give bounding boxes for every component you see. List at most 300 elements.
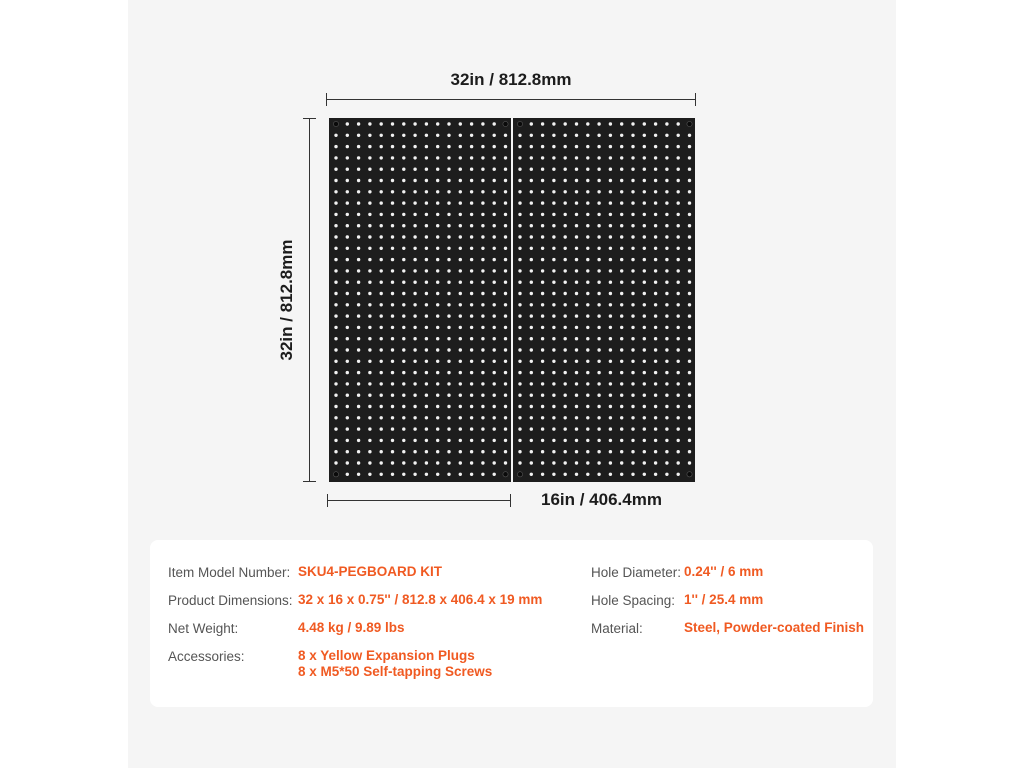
peg-hole xyxy=(504,382,507,385)
peg-hole xyxy=(368,427,371,430)
peg-hole xyxy=(597,145,600,148)
peg-hole xyxy=(620,281,623,284)
peg-hole xyxy=(368,394,371,397)
peg-hole xyxy=(334,303,337,306)
peg-hole xyxy=(447,247,450,250)
peg-hole xyxy=(380,337,383,340)
peg-hole xyxy=(402,371,405,374)
peg-hole xyxy=(402,269,405,272)
peg-hole xyxy=(688,348,691,351)
peg-hole xyxy=(609,292,612,295)
peg-hole xyxy=(597,450,600,453)
peg-hole xyxy=(609,360,612,363)
peg-hole xyxy=(346,201,349,204)
peg-hole xyxy=(436,461,439,464)
peg-hole xyxy=(564,382,567,385)
peg-hole xyxy=(402,156,405,159)
peg-hole xyxy=(346,416,349,419)
peg-hole xyxy=(425,360,428,363)
peg-hole xyxy=(643,201,646,204)
peg-hole xyxy=(518,371,521,374)
peg-hole xyxy=(447,168,450,171)
peg-hole xyxy=(575,281,578,284)
peg-hole xyxy=(586,360,589,363)
peg-hole xyxy=(380,450,383,453)
peg-hole xyxy=(368,281,371,284)
peg-hole xyxy=(688,201,691,204)
peg-hole xyxy=(541,258,544,261)
peg-hole xyxy=(425,461,428,464)
peg-hole xyxy=(643,326,646,329)
peg-hole xyxy=(552,326,555,329)
peg-hole xyxy=(631,461,634,464)
peg-hole xyxy=(564,179,567,182)
peg-hole xyxy=(677,190,680,193)
peg-hole xyxy=(575,168,578,171)
peg-hole xyxy=(380,303,383,306)
peg-hole xyxy=(586,134,589,137)
peg-hole xyxy=(470,450,473,453)
peg-hole xyxy=(643,168,646,171)
peg-hole xyxy=(518,224,521,227)
peg-hole xyxy=(391,190,394,193)
peg-hole xyxy=(597,292,600,295)
peg-hole xyxy=(609,134,612,137)
peg-hole xyxy=(504,201,507,204)
peg-hole xyxy=(447,405,450,408)
total-height-line xyxy=(309,118,310,482)
peg-hole xyxy=(530,360,533,363)
peg-hole xyxy=(530,405,533,408)
peg-hole xyxy=(688,416,691,419)
peg-hole xyxy=(459,292,462,295)
peg-hole xyxy=(334,213,337,216)
peg-hole xyxy=(518,416,521,419)
peg-hole xyxy=(436,190,439,193)
peg-hole xyxy=(470,201,473,204)
peg-hole xyxy=(357,416,360,419)
peg-hole xyxy=(380,416,383,419)
net-weight-label: Net Weight: xyxy=(168,621,239,636)
peg-hole xyxy=(413,258,416,261)
peg-hole xyxy=(552,292,555,295)
peg-hole xyxy=(564,292,567,295)
peg-hole xyxy=(380,405,383,408)
peg-hole xyxy=(504,292,507,295)
peg-hole xyxy=(530,348,533,351)
peg-hole xyxy=(654,461,657,464)
peg-hole xyxy=(518,427,521,430)
peg-hole xyxy=(413,145,416,148)
peg-hole xyxy=(575,224,578,227)
peg-hole xyxy=(436,247,439,250)
peg-hole xyxy=(425,382,428,385)
peg-hole xyxy=(447,122,450,125)
peg-hole xyxy=(425,326,428,329)
peg-hole xyxy=(402,247,405,250)
peg-hole xyxy=(575,156,578,159)
peg-hole xyxy=(530,213,533,216)
peg-hole xyxy=(620,416,623,419)
peg-hole xyxy=(631,213,634,216)
peg-hole xyxy=(564,213,567,216)
peg-hole xyxy=(481,190,484,193)
peg-hole xyxy=(654,122,657,125)
peg-hole xyxy=(620,461,623,464)
peg-hole xyxy=(470,371,473,374)
peg-hole xyxy=(493,224,496,227)
peg-hole xyxy=(368,360,371,363)
peg-hole xyxy=(564,168,567,171)
peg-hole xyxy=(481,314,484,317)
peg-hole xyxy=(380,213,383,216)
peg-hole xyxy=(530,314,533,317)
peg-hole xyxy=(631,292,634,295)
peg-hole xyxy=(620,405,623,408)
peg-hole xyxy=(654,258,657,261)
peg-hole xyxy=(402,360,405,363)
peg-hole xyxy=(654,213,657,216)
peg-hole xyxy=(391,281,394,284)
peg-hole xyxy=(552,168,555,171)
net-weight-value: 4.48 kg / 9.89 lbs xyxy=(298,620,405,635)
peg-hole xyxy=(470,337,473,340)
peg-hole xyxy=(436,281,439,284)
peg-hole xyxy=(346,145,349,148)
peg-hole xyxy=(391,179,394,182)
peg-hole xyxy=(380,201,383,204)
peg-hole xyxy=(631,179,634,182)
mounting-screw-icon xyxy=(517,121,522,126)
peg-hole xyxy=(493,190,496,193)
peg-hole xyxy=(459,224,462,227)
peg-hole xyxy=(346,382,349,385)
total-height-text: 32in / 812.8mm xyxy=(277,239,296,361)
peg-hole xyxy=(654,382,657,385)
peg-hole xyxy=(518,247,521,250)
peg-hole xyxy=(357,179,360,182)
peg-hole xyxy=(586,179,589,182)
peg-hole xyxy=(470,405,473,408)
peg-hole xyxy=(643,179,646,182)
peg-hole xyxy=(334,314,337,317)
pegboard-holes-left xyxy=(329,118,511,482)
peg-hole xyxy=(380,382,383,385)
peg-hole xyxy=(541,348,544,351)
peg-hole xyxy=(368,258,371,261)
peg-hole xyxy=(643,145,646,148)
peg-hole xyxy=(665,168,668,171)
peg-hole xyxy=(665,394,668,397)
peg-hole xyxy=(575,371,578,374)
accessories-value-1: 8 x Yellow Expansion Plugs xyxy=(298,648,475,663)
peg-hole xyxy=(481,394,484,397)
peg-hole xyxy=(436,427,439,430)
total-width-line xyxy=(327,99,696,100)
peg-hole xyxy=(346,190,349,193)
peg-hole xyxy=(380,360,383,363)
peg-hole xyxy=(677,292,680,295)
peg-hole xyxy=(643,337,646,340)
peg-hole xyxy=(597,416,600,419)
peg-hole xyxy=(470,473,473,476)
peg-hole xyxy=(334,326,337,329)
peg-hole xyxy=(334,235,337,238)
peg-hole xyxy=(447,269,450,272)
peg-hole xyxy=(575,382,578,385)
peg-hole xyxy=(413,156,416,159)
peg-hole xyxy=(380,461,383,464)
peg-hole xyxy=(459,427,462,430)
peg-hole xyxy=(530,156,533,159)
peg-hole xyxy=(586,314,589,317)
peg-hole xyxy=(597,337,600,340)
peg-hole xyxy=(541,314,544,317)
peg-hole xyxy=(380,122,383,125)
peg-hole xyxy=(631,416,634,419)
peg-hole xyxy=(609,213,612,216)
peg-hole xyxy=(620,247,623,250)
peg-hole xyxy=(665,314,668,317)
peg-hole xyxy=(631,235,634,238)
peg-hole xyxy=(665,382,668,385)
peg-hole xyxy=(530,371,533,374)
peg-hole xyxy=(688,269,691,272)
peg-hole xyxy=(402,337,405,340)
peg-hole xyxy=(470,314,473,317)
peg-hole xyxy=(688,292,691,295)
peg-hole xyxy=(597,473,600,476)
peg-hole xyxy=(564,439,567,442)
peg-hole xyxy=(368,292,371,295)
peg-hole xyxy=(481,326,484,329)
peg-hole xyxy=(504,145,507,148)
peg-hole xyxy=(334,394,337,397)
peg-hole xyxy=(677,382,680,385)
peg-hole xyxy=(597,247,600,250)
peg-hole xyxy=(504,213,507,216)
peg-hole xyxy=(368,213,371,216)
peg-hole xyxy=(346,281,349,284)
peg-hole xyxy=(391,450,394,453)
peg-hole xyxy=(620,371,623,374)
peg-hole xyxy=(391,473,394,476)
peg-hole xyxy=(643,416,646,419)
peg-hole xyxy=(688,371,691,374)
peg-hole xyxy=(518,337,521,340)
peg-hole xyxy=(402,416,405,419)
panel-width-tick-left xyxy=(327,494,328,507)
peg-hole xyxy=(334,427,337,430)
peg-hole xyxy=(597,156,600,159)
peg-hole xyxy=(677,156,680,159)
peg-hole xyxy=(541,292,544,295)
peg-hole xyxy=(493,337,496,340)
peg-hole xyxy=(481,303,484,306)
mounting-screw-icon xyxy=(503,121,508,126)
peg-hole xyxy=(597,190,600,193)
peg-hole xyxy=(436,360,439,363)
peg-hole xyxy=(493,326,496,329)
peg-hole xyxy=(504,247,507,250)
peg-hole xyxy=(609,269,612,272)
peg-hole xyxy=(654,269,657,272)
peg-hole xyxy=(402,314,405,317)
peg-hole xyxy=(402,134,405,137)
peg-hole xyxy=(665,427,668,430)
peg-hole xyxy=(530,269,533,272)
peg-hole xyxy=(541,427,544,430)
peg-hole xyxy=(413,348,416,351)
peg-hole xyxy=(493,201,496,204)
peg-hole xyxy=(481,382,484,385)
peg-hole xyxy=(665,134,668,137)
peg-hole xyxy=(597,168,600,171)
peg-hole xyxy=(575,303,578,306)
peg-hole xyxy=(334,337,337,340)
peg-hole xyxy=(357,348,360,351)
peg-hole xyxy=(564,326,567,329)
peg-hole xyxy=(677,235,680,238)
peg-hole xyxy=(470,382,473,385)
peg-hole xyxy=(688,258,691,261)
peg-hole xyxy=(346,461,349,464)
peg-hole xyxy=(530,473,533,476)
peg-hole xyxy=(493,122,496,125)
peg-hole xyxy=(459,461,462,464)
peg-hole xyxy=(643,134,646,137)
peg-hole xyxy=(575,314,578,317)
peg-hole xyxy=(597,461,600,464)
peg-hole xyxy=(459,394,462,397)
peg-hole xyxy=(436,134,439,137)
peg-hole xyxy=(654,201,657,204)
peg-hole xyxy=(447,337,450,340)
peg-hole xyxy=(481,427,484,430)
peg-hole xyxy=(564,314,567,317)
peg-hole xyxy=(518,450,521,453)
peg-hole xyxy=(688,168,691,171)
peg-hole xyxy=(631,427,634,430)
peg-hole xyxy=(436,371,439,374)
peg-hole xyxy=(586,281,589,284)
peg-hole xyxy=(609,122,612,125)
peg-hole xyxy=(447,292,450,295)
peg-hole xyxy=(493,156,496,159)
peg-hole xyxy=(631,314,634,317)
peg-hole xyxy=(586,371,589,374)
peg-hole xyxy=(597,326,600,329)
peg-hole xyxy=(391,145,394,148)
peg-hole xyxy=(493,145,496,148)
peg-hole xyxy=(334,168,337,171)
peg-hole xyxy=(665,473,668,476)
peg-hole xyxy=(504,235,507,238)
peg-hole xyxy=(597,439,600,442)
peg-hole xyxy=(575,213,578,216)
peg-hole xyxy=(504,156,507,159)
peg-hole xyxy=(552,145,555,148)
peg-hole xyxy=(597,360,600,363)
peg-hole xyxy=(346,235,349,238)
peg-hole xyxy=(575,348,578,351)
peg-hole xyxy=(425,405,428,408)
peg-hole xyxy=(654,179,657,182)
peg-hole xyxy=(530,450,533,453)
peg-hole xyxy=(597,179,600,182)
peg-hole xyxy=(631,201,634,204)
peg-hole xyxy=(609,326,612,329)
peg-hole xyxy=(334,371,337,374)
peg-hole xyxy=(643,473,646,476)
peg-hole xyxy=(609,156,612,159)
peg-hole xyxy=(346,168,349,171)
peg-hole xyxy=(402,224,405,227)
peg-hole xyxy=(459,179,462,182)
peg-hole xyxy=(481,281,484,284)
peg-hole xyxy=(654,314,657,317)
peg-hole xyxy=(436,382,439,385)
hole-diameter-value: 0.24'' / 6 mm xyxy=(684,564,764,579)
peg-hole xyxy=(688,326,691,329)
peg-hole xyxy=(334,145,337,148)
peg-hole xyxy=(436,179,439,182)
peg-hole xyxy=(575,394,578,397)
peg-hole xyxy=(357,201,360,204)
peg-hole xyxy=(586,247,589,250)
peg-hole xyxy=(425,168,428,171)
peg-hole xyxy=(643,258,646,261)
peg-hole xyxy=(631,281,634,284)
peg-hole xyxy=(459,314,462,317)
peg-hole xyxy=(380,145,383,148)
peg-hole xyxy=(380,326,383,329)
peg-hole xyxy=(470,439,473,442)
peg-hole xyxy=(586,439,589,442)
peg-hole xyxy=(564,337,567,340)
peg-hole xyxy=(470,122,473,125)
peg-hole xyxy=(334,269,337,272)
peg-hole xyxy=(518,156,521,159)
peg-hole xyxy=(493,360,496,363)
peg-hole xyxy=(654,190,657,193)
peg-hole xyxy=(688,145,691,148)
peg-hole xyxy=(609,224,612,227)
peg-hole xyxy=(575,179,578,182)
peg-hole xyxy=(357,303,360,306)
peg-hole xyxy=(586,145,589,148)
peg-hole xyxy=(552,473,555,476)
peg-hole xyxy=(530,122,533,125)
peg-hole xyxy=(436,405,439,408)
peg-hole xyxy=(609,439,612,442)
peg-hole xyxy=(436,235,439,238)
peg-hole xyxy=(425,439,428,442)
peg-hole xyxy=(504,337,507,340)
peg-hole xyxy=(552,427,555,430)
peg-hole xyxy=(481,360,484,363)
peg-hole xyxy=(425,473,428,476)
peg-hole xyxy=(677,247,680,250)
peg-hole xyxy=(447,382,450,385)
peg-hole xyxy=(688,394,691,397)
peg-hole xyxy=(518,190,521,193)
peg-hole xyxy=(493,348,496,351)
peg-hole xyxy=(564,190,567,193)
peg-hole xyxy=(575,360,578,363)
peg-hole xyxy=(436,258,439,261)
peg-hole xyxy=(586,394,589,397)
